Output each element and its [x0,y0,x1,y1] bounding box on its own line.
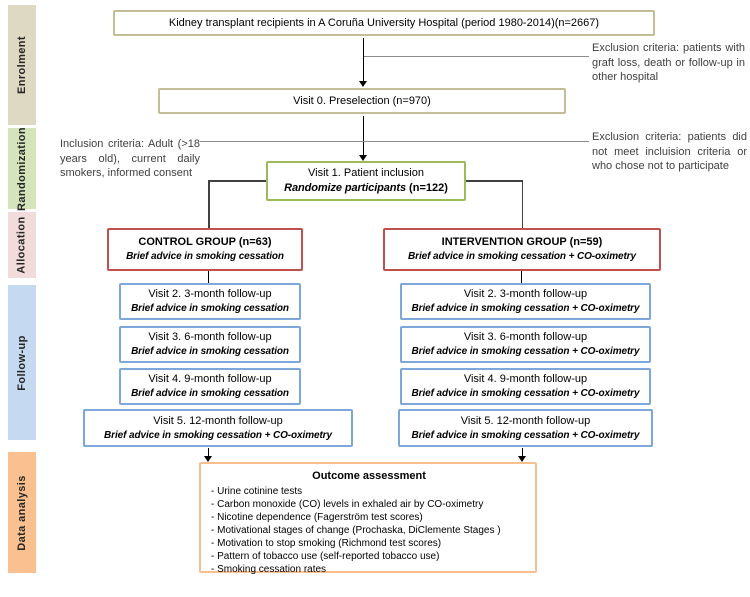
visit1-inclusion-box [266,161,466,201]
control-visit3-box [119,326,301,363]
intervention-visit5-line1: Visit 5. 12-month follow-up [460,414,591,427]
intervention-visit2-box [400,283,651,320]
outcome-item: - Nicotine dependence (Fagerström test scores) [211,511,423,523]
control-group-box [107,228,303,271]
arrow-visit0-to-visit1 [359,116,368,161]
visit1-line2 [284,181,448,196]
control-visit4-box [119,368,301,405]
connector-exclusion1-line [364,56,589,57]
control-group-subtitle: Brief advice in smoking cessation [126,251,284,263]
intervention-visit5-line2: Brief advice in smoking cessation + CO-oximetry [411,429,640,441]
sidebar-label-follow-up-text: Follow-up [16,334,28,391]
arrow-enrolment-to-visit0 [359,38,368,87]
arrow-shaft [363,38,365,82]
outcome-assessment-title: Outcome assessment [312,470,426,482]
sidebar-label-randomization-text: Randomization [16,126,29,211]
connector-inclusion-exclusion2-line [200,141,589,142]
intervention-visit2-line1: Visit 2. 3-month follow-up [463,288,588,301]
exclusion-criteria-randomization-note: Exclusion criteria: patients did not meet incluision criteria or who chose not to participate [592,131,747,173]
connector-control-to-visit2 [208,271,210,283]
arrow-intervention-visit5-to-outcome [518,448,527,462]
sidebar-label-randomization [8,128,36,209]
bracket-visit1-to-intervention-horizontal [466,180,523,182]
control-visit2-line1: Visit 2. 3-month follow-up [148,288,272,301]
visit1-line2-suffix: (n=122) [406,182,448,194]
enrolment-population-box [113,10,655,36]
outcome-item: - Pattern of tobacco use (self-reported tobacco use) [211,550,440,562]
enrolment-population-text: Kidney transplant recipients in A Coruña University Hospital (period 1980-2014)(n=2667) [168,16,600,29]
outcome-assessment-list [211,485,527,576]
sidebar-label-follow-up [8,285,36,440]
intervention-visit4-line1: Visit 4. 9-month follow-up [463,373,588,386]
sidebar-label-allocation [8,212,36,278]
exclusion-criteria-enrolment-note: Exclusion criteria: patients with graft loss, death or follow-up in other hospital [592,42,745,84]
intervention-visit3-line1: Visit 3. 6-month follow-up [463,331,588,344]
connector-intervention-to-visit2 [521,271,523,283]
outcome-item: - Motivation to stop smoking (Richmond test scores) [211,537,442,549]
sidebar-label-allocation-text: Allocation [16,216,29,274]
sidebar-label-data-analysis-text: Data analysis [16,474,28,551]
intervention-group-title: INTERVENTION GROUP (n=59) [441,236,603,249]
control-visit4-line2: Brief advice in smoking cessation [131,388,289,400]
arrow-head-icon [359,155,367,161]
sidebar-label-enrolment [8,5,36,125]
sidebar-label-data-analysis [8,452,36,573]
control-visit5-line2: Brief advice in smoking cessation + CO-oximetry [104,429,332,441]
intervention-group-box [383,228,661,271]
intervention-visit4-box [400,368,651,405]
arrow-head-icon [518,456,526,462]
arrow-shaft [363,116,365,156]
control-visit3-line2: Brief advice in smoking cessation [131,346,289,358]
visit1-line1: Visit 1. Patient inclusion [308,167,424,180]
intervention-visit3-line2: Brief advice in smoking cessation + CO-oximetry [411,346,640,358]
intervention-group-subtitle: Brief advice in smoking cessation + CO-oximetry [408,251,636,263]
control-visit3-line1: Visit 3. 6-month follow-up [148,331,272,344]
intervention-visit4-line2: Brief advice in smoking cessation + CO-oximetry [411,388,640,400]
intervention-visit5-box [398,409,653,447]
arrow-control-visit5-to-outcome [204,448,213,462]
outcome-item: - Carbon monoxide (CO) levels in exhaled air by CO-oximetry [211,498,484,510]
visit0-preselection-text: Visit 0. Preselection (n=970) [293,94,431,107]
inclusion-criteria-note: Inclusion criteria: Adult (>18 years old), current daily smokers, informed consent [60,138,200,180]
intervention-visit3-box [400,326,651,363]
arrow-head-icon [359,81,367,87]
control-group-title: CONTROL GROUP (n=63) [138,236,272,249]
outcome-item: - Smoking cessation rates [211,563,327,575]
control-visit5-line1: Visit 5. 12-month follow-up [153,414,283,427]
arrow-head-icon [204,456,212,462]
visit1-line2-italic: Randomize participants [284,182,406,194]
control-visit2-line2: Brief advice in smoking cessation [131,303,289,315]
control-visit5-box [83,409,353,447]
intervention-visit2-line2: Brief advice in smoking cessation + CO-oximetry [411,303,640,315]
bracket-visit1-to-control-vertical [208,180,210,228]
bracket-visit1-to-intervention-vertical [522,180,524,228]
control-visit4-line1: Visit 4. 9-month follow-up [148,373,272,386]
outcome-item: - Motivational stages of change (Prochaska, DiClemente Stages ) [211,524,501,536]
control-visit2-box [119,283,301,320]
outcome-assessment-box [199,462,537,573]
bracket-visit1-to-control-horizontal [208,180,266,182]
outcome-item: - Urine cotinine tests [211,485,303,497]
visit0-preselection-box [158,88,566,114]
sidebar-label-enrolment-text: Enrolment [16,36,28,94]
